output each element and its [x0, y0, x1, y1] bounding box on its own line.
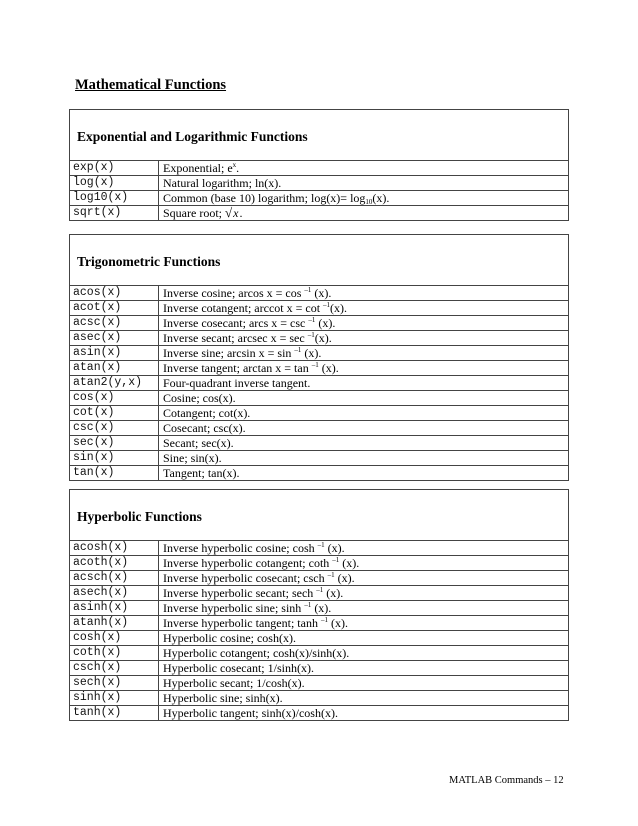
- command-name: cos(x): [70, 391, 159, 406]
- description-text: Hyperbolic cotangent; cosh(x)/sinh(x).: [163, 646, 350, 660]
- table-row: [70, 346, 568, 361]
- command-name: cot(x): [70, 406, 159, 421]
- description-text: Inverse cotangent; arccot x = cot: [163, 301, 324, 315]
- superscript: x: [232, 161, 237, 169]
- command-description: [159, 571, 569, 586]
- command-name: sin(x): [70, 451, 159, 466]
- command-description: [159, 691, 569, 706]
- table-row: [70, 316, 568, 331]
- page-footer: MATLAB Commands – 12: [449, 775, 564, 786]
- superscript: –1: [294, 346, 302, 354]
- table-row: [70, 301, 568, 316]
- table-row: [70, 676, 568, 691]
- command-description: [159, 161, 569, 176]
- table-row: [70, 616, 568, 631]
- description-text: Inverse cosine; arcos x = cos: [163, 286, 305, 300]
- command-description: [159, 316, 569, 331]
- command-description: [159, 301, 569, 316]
- superscript: –1: [308, 316, 316, 324]
- command-description: [159, 631, 569, 646]
- table-row: [70, 466, 568, 481]
- command-name: asec(x): [70, 331, 159, 346]
- table-row: [70, 191, 568, 206]
- command-name: acosh(x): [70, 541, 159, 556]
- description-text: Inverse hyperbolic secant; sech: [163, 586, 317, 600]
- table-row: [70, 571, 568, 586]
- command-name: acsch(x): [70, 571, 159, 586]
- description-text: (x).: [330, 301, 348, 315]
- description-text: Inverse hyperbolic tangent; tanh: [163, 616, 321, 630]
- description-text: Hyperbolic cosecant; 1/sinh(x).: [163, 661, 314, 675]
- description-text: (x).: [315, 316, 336, 330]
- command-description: [159, 541, 569, 556]
- description-text: (x).: [314, 331, 332, 345]
- command-description: [159, 406, 569, 421]
- section-title: Hyperbolic Functions: [77, 509, 202, 524]
- command-description: [159, 466, 569, 481]
- table-row: [70, 691, 568, 706]
- command-description: [159, 676, 569, 691]
- description-text: Square root;: [163, 206, 225, 220]
- table-row: [70, 421, 568, 436]
- command-description: [159, 376, 569, 391]
- description-text: Hyperbolic cosine; cosh(x).: [163, 631, 296, 645]
- table-row: [70, 376, 568, 391]
- command-name: acoth(x): [70, 556, 159, 571]
- command-description: [159, 286, 569, 301]
- table-row: [70, 176, 568, 191]
- radicand: x: [233, 206, 239, 220]
- table-row: [70, 436, 568, 451]
- description-text: Inverse hyperbolic cosine; cosh: [163, 541, 318, 555]
- command-name: sech(x): [70, 676, 159, 691]
- command-name: asech(x): [70, 586, 159, 601]
- description-text: Cosine; cos(x).: [163, 391, 236, 405]
- command-description: [159, 191, 569, 206]
- command-description: [159, 661, 569, 676]
- table-row: [70, 391, 568, 406]
- command-description: [159, 206, 569, 221]
- description-text: Natural logarithm; ln(x).: [163, 176, 282, 190]
- command-name: asinh(x): [70, 601, 159, 616]
- table-row: [70, 331, 568, 346]
- command-description: [159, 646, 569, 661]
- command-description: [159, 421, 569, 436]
- table-row: [70, 661, 568, 676]
- table-row: [70, 706, 568, 721]
- description-text: Hyperbolic secant; 1/cosh(x).: [163, 676, 305, 690]
- description-text: Cosecant; csc(x).: [163, 421, 246, 435]
- description-text: (x).: [318, 361, 339, 375]
- description-text: Hyperbolic sine; sinh(x).: [163, 691, 283, 705]
- command-description: [159, 346, 569, 361]
- description-text: Common (base 10) logarithm; log(x)= log: [163, 191, 366, 205]
- command-name: cosh(x): [70, 631, 159, 646]
- command-description: [159, 451, 569, 466]
- command-description: [159, 601, 569, 616]
- command-description: [159, 586, 569, 601]
- description-text: (x).: [323, 586, 344, 600]
- command-name: acsc(x): [70, 316, 159, 331]
- superscript: –1: [307, 331, 315, 339]
- command-name: exp(x): [70, 161, 159, 176]
- command-name: sinh(x): [70, 691, 159, 706]
- command-description: [159, 176, 569, 191]
- superscript: –1: [311, 361, 319, 369]
- command-name: tan(x): [70, 466, 159, 481]
- section-exponential-logarithmic: [69, 109, 569, 221]
- table-row: [70, 541, 568, 556]
- table-row: [70, 161, 568, 176]
- description-text: Inverse tangent; arctan x = tan: [163, 361, 312, 375]
- table-row: [70, 631, 568, 646]
- command-name: atanh(x): [70, 616, 159, 631]
- section-title: Exponential and Logarithmic Functions: [77, 129, 308, 144]
- superscript: –1: [320, 616, 328, 624]
- command-name: acos(x): [70, 286, 159, 301]
- command-description: [159, 616, 569, 631]
- description-text: (x).: [324, 541, 345, 555]
- command-description: [159, 331, 569, 346]
- superscript: –1: [327, 571, 335, 579]
- function-table: [70, 285, 568, 480]
- page-title: Mathematical Functions: [75, 77, 227, 93]
- description-text: Inverse sine; arcsin x = sin: [163, 346, 295, 360]
- description-text: (x).: [311, 601, 332, 615]
- superscript: –1: [317, 541, 325, 549]
- description-text: Sine; sin(x).: [163, 451, 222, 465]
- command-name: log10(x): [70, 191, 159, 206]
- table-row: [70, 206, 568, 221]
- section-title: Trigonometric Functions: [77, 254, 221, 269]
- command-description: [159, 556, 569, 571]
- function-table: [70, 540, 568, 720]
- command-name: log(x): [70, 176, 159, 191]
- command-name: tanh(x): [70, 706, 159, 721]
- command-name: atan(x): [70, 361, 159, 376]
- description-text: (x).: [372, 191, 390, 205]
- description-text: (x).: [327, 616, 348, 630]
- superscript: –1: [323, 301, 331, 309]
- command-name: acot(x): [70, 301, 159, 316]
- description-text: Inverse hyperbolic cotangent; coth: [163, 556, 333, 570]
- command-description: [159, 391, 569, 406]
- table-row: [70, 646, 568, 661]
- command-description: [159, 706, 569, 721]
- description-text: (x).: [311, 286, 332, 300]
- description-text: .: [239, 206, 243, 220]
- command-name: csc(x): [70, 421, 159, 436]
- description-text: Inverse cosecant; arcs x = csc: [163, 316, 309, 330]
- superscript: –1: [304, 286, 312, 294]
- description-text: (x).: [339, 556, 360, 570]
- description-text: (x).: [334, 571, 355, 585]
- table-row: [70, 451, 568, 466]
- section-trigonometric: [69, 234, 569, 481]
- subscript: 10: [365, 198, 373, 206]
- command-name: csch(x): [70, 661, 159, 676]
- command-name: sqrt(x): [70, 206, 159, 221]
- command-description: [159, 436, 569, 451]
- description-text: .: [236, 161, 240, 175]
- superscript: –1: [332, 556, 340, 564]
- command-description: [159, 361, 569, 376]
- function-table: [70, 160, 568, 220]
- command-name: atan2(y,x): [70, 376, 159, 391]
- table-row: [70, 361, 568, 376]
- description-text: Exponential; e: [163, 161, 233, 175]
- square-root-symbol: [225, 206, 239, 220]
- table-row: [70, 586, 568, 601]
- description-text: Secant; sec(x).: [163, 436, 234, 450]
- radical-sign: √: [225, 205, 233, 220]
- description-text: Tangent; tan(x).: [163, 466, 240, 480]
- command-name: coth(x): [70, 646, 159, 661]
- command-name: sec(x): [70, 436, 159, 451]
- table-row: [70, 556, 568, 571]
- description-text: Inverse secant; arcsec x = sec: [163, 331, 308, 345]
- table-row: [70, 601, 568, 616]
- description-text: Inverse hyperbolic cosecant; csch: [163, 571, 328, 585]
- description-text: Inverse hyperbolic sine; sinh: [163, 601, 305, 615]
- description-text: (x).: [301, 346, 322, 360]
- command-name: asin(x): [70, 346, 159, 361]
- table-row: [70, 286, 568, 301]
- table-row: [70, 406, 568, 421]
- section-hyperbolic: [69, 489, 569, 721]
- description-text: Four-quadrant inverse tangent.: [163, 376, 311, 390]
- description-text: Hyperbolic tangent; sinh(x)/cosh(x).: [163, 706, 338, 720]
- superscript: –1: [304, 601, 312, 609]
- description-text: Cotangent; cot(x).: [163, 406, 251, 420]
- superscript: –1: [316, 586, 324, 594]
